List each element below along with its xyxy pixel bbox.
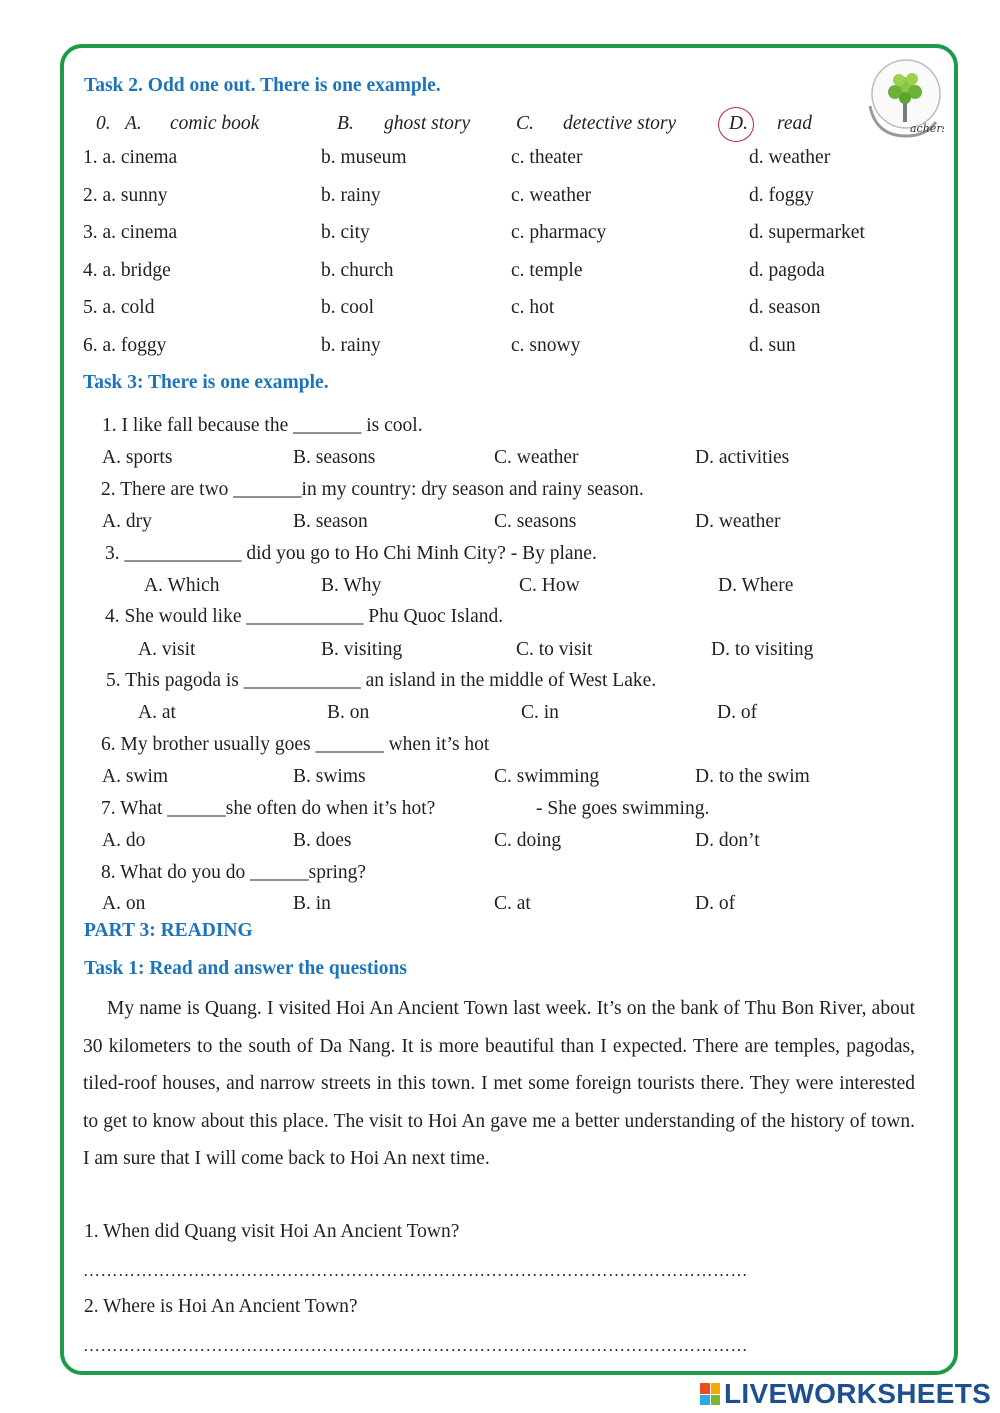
- option-b: b. cool: [321, 297, 375, 318]
- example-c-letter: C.: [516, 113, 534, 134]
- option-a: A. on: [102, 893, 146, 914]
- option-a: A. swim: [102, 766, 169, 787]
- option-a: A. visit: [138, 639, 196, 660]
- option-d: D. activities: [695, 447, 790, 468]
- question-text: 2. There are two _______in my country: dry season and rainy season.: [101, 479, 644, 500]
- option-d: D. to the swim: [695, 766, 810, 787]
- example-d-text: read: [777, 113, 813, 134]
- tree-icon: [866, 56, 944, 142]
- option-a: A. at: [138, 702, 176, 723]
- brand-name: LIVEWORKSHEETS: [724, 1378, 992, 1409]
- option-c: C. to visit: [516, 639, 593, 660]
- example-b-text: ghost story: [384, 113, 471, 134]
- option-d: d. pagoda: [749, 260, 825, 281]
- question-text: 4. She would like ____________ Phu Quoc Island.: [105, 606, 504, 627]
- option-a: 6. a. foggy: [83, 335, 167, 356]
- option-b: B. Why: [321, 575, 382, 596]
- option-c: C. doing: [494, 830, 562, 851]
- option-b: B. visiting: [321, 639, 403, 660]
- part3-heading: PART 3: READING: [84, 920, 253, 941]
- option-b: B. season: [293, 511, 368, 532]
- option-d: D. Where: [718, 575, 794, 596]
- option-a: A. Which: [144, 575, 220, 596]
- option-c: C. in: [521, 702, 559, 723]
- example-number: 0.: [96, 113, 111, 134]
- option-d: D. don’t: [695, 830, 760, 851]
- task2-heading: Task 2. Odd one out. There is one example.: [84, 75, 441, 96]
- option-c: c. snowy: [511, 335, 581, 356]
- option-c: c. weather: [511, 185, 592, 206]
- option-a: A. dry: [102, 511, 152, 532]
- option-b: b. city: [321, 222, 370, 243]
- teacher-logo: [866, 56, 944, 142]
- option-a: 2. a. sunny: [83, 185, 168, 206]
- example-b-letter: B.: [337, 113, 354, 134]
- example-a-letter: A.: [125, 113, 142, 134]
- option-c: C. How: [519, 575, 580, 596]
- option-a: 1. a. cinema: [83, 147, 178, 168]
- option-a: 4. a. bridge: [83, 260, 171, 281]
- option-d: D. to visiting: [711, 639, 814, 660]
- option-b: b. church: [321, 260, 394, 281]
- option-d: D. of: [695, 893, 736, 914]
- question-text: 8. What do you do ______spring?: [101, 862, 367, 883]
- option-b: B. swims: [293, 766, 366, 787]
- reading-question-1: 1. When did Quang visit Hoi An Ancient Town?: [84, 1221, 460, 1242]
- question-response: - She goes swimming.: [536, 798, 710, 819]
- option-d: d. season: [749, 297, 821, 318]
- option-d: D. weather: [695, 511, 781, 532]
- option-a: A. do: [102, 830, 146, 851]
- option-c: c. theater: [511, 147, 583, 168]
- option-d: d. foggy: [749, 185, 814, 206]
- liveworksheets-brand: [700, 1378, 991, 1410]
- option-d: d. supermarket: [749, 222, 865, 243]
- option-d: d. weather: [749, 147, 831, 168]
- option-b: B. in: [293, 893, 331, 914]
- logo-text: achers: [910, 122, 944, 135]
- option-c: c. temple: [511, 260, 583, 281]
- option-c: c. hot: [511, 297, 555, 318]
- answer-line-1[interactable]: ……………………………………………………………………………………………………: [83, 1262, 748, 1279]
- option-c: C. weather: [494, 447, 579, 468]
- reading-task1-heading: Task 1: Read and answer the questions: [84, 958, 407, 979]
- option-c: C. swimming: [494, 766, 600, 787]
- example-d-letter: D.: [729, 113, 748, 134]
- question-text: 5. This pagoda is ____________ an island in the middle of West Lake.: [106, 670, 657, 691]
- option-b: B. seasons: [293, 447, 376, 468]
- answer-line-2[interactable]: ……………………………………………………………………………………………………: [83, 1337, 748, 1354]
- option-a: 3. a. cinema: [83, 222, 178, 243]
- option-c: C. seasons: [494, 511, 577, 532]
- option-c: c. pharmacy: [511, 222, 607, 243]
- option-a: A. sports: [102, 447, 173, 468]
- question-text: 7. What ______she often do when it’s hot?: [101, 798, 436, 819]
- option-b: b. museum: [321, 147, 407, 168]
- option-b: B. on: [327, 702, 370, 723]
- option-c: C. at: [494, 893, 531, 914]
- question-text: 1. I like fall because the _______ is cool.: [102, 415, 423, 436]
- option-d: d. sun: [749, 335, 796, 356]
- option-b: b. rainy: [321, 335, 381, 356]
- example-c-text: detective story: [563, 113, 677, 134]
- reading-passage: My name is Quang. I visited Hoi An Ancient Town last week. It’s on the bank of Thu Bon River, about 30 kilometers to the south of Da Nang. It is more beautiful than I expected. There are temples, pagodas, tiled-roof houses, and narrow streets in this town. I met some foreign tourists there. They were interested to get to know about this place. The visit to Hoi An gave me a better understanding of the history of town. I am sure that I will come back to Hoi An next time.: [83, 998, 915, 1170]
- option-a: 5. a. cold: [83, 297, 155, 318]
- task3-heading: Task 3: There is one example.: [83, 372, 329, 393]
- option-d: D. of: [717, 702, 758, 723]
- option-b: B. does: [293, 830, 352, 851]
- example-a-text: comic book: [170, 113, 260, 134]
- question-text: 3. ____________ did you go to Ho Chi Minh City? - By plane.: [105, 543, 597, 564]
- option-b: b. rainy: [321, 185, 381, 206]
- question-text: 6. My brother usually goes _______ when it’s hot: [101, 734, 490, 755]
- liveworksheets-logo-icon: [700, 1383, 720, 1405]
- reading-question-2: 2. Where is Hoi An Ancient Town?: [84, 1296, 358, 1317]
